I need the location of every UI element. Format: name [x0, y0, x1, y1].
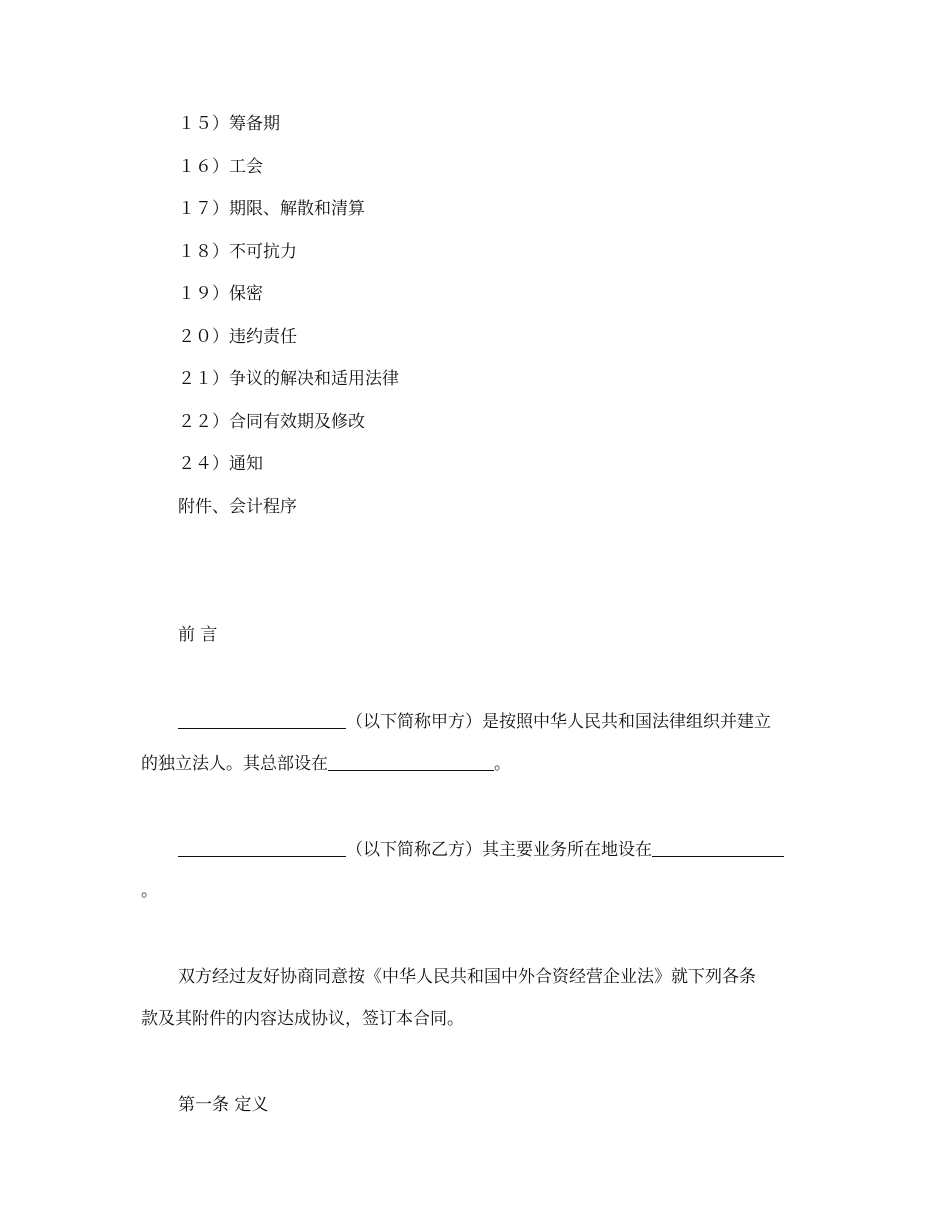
toc-item — [178, 241, 297, 263]
toc-item-label: 保密 — [229, 284, 263, 304]
party-a-line-1 — [178, 710, 771, 733]
toc-item — [178, 453, 263, 475]
toc-item-number: １８） — [178, 242, 229, 262]
toc-item-number: １７） — [178, 199, 229, 219]
party-a-hq-blank — [328, 752, 494, 771]
party-a-name-blank — [178, 710, 346, 729]
party-a-period: 。 — [494, 754, 511, 774]
toc-item-number: １５） — [178, 114, 229, 134]
toc-item-number: １６） — [178, 157, 229, 177]
toc-item — [178, 411, 365, 433]
toc-item-label: 违约责任 — [229, 327, 297, 347]
party-a-line-2 — [141, 752, 511, 775]
toc-item — [178, 156, 263, 178]
toc-item-label: 不可抗力 — [229, 242, 297, 262]
toc-item — [178, 113, 280, 135]
party-a-hq-text: 的独立法人。其总部设在 — [141, 754, 328, 774]
party-b-location-blank — [652, 838, 784, 857]
toc-appendix: 附件、会计程序 — [178, 497, 297, 517]
toc-item-label: 合同有效期及修改 — [229, 412, 365, 432]
party-b-text: （以下简称乙方）其主要业务所在地设在 — [346, 840, 652, 860]
preface-heading: 前 言 — [178, 625, 218, 645]
article-1-heading: 第一条 定义 — [178, 1095, 269, 1115]
toc-item — [178, 326, 297, 348]
toc-item-number: ２０） — [178, 327, 229, 347]
toc-item-label: 争议的解决和适用法律 — [229, 369, 399, 389]
toc-item-label: 筹备期 — [229, 114, 280, 134]
toc-item — [178, 368, 399, 390]
party-b-line-1 — [178, 838, 784, 861]
toc-item-number: ２１） — [178, 369, 229, 389]
party-b-line-2: 。 — [141, 881, 158, 901]
toc-item — [178, 283, 263, 305]
toc-item-label: 工会 — [229, 157, 263, 177]
toc-item-number: ２４） — [178, 454, 229, 474]
toc-item-number: １９） — [178, 284, 229, 304]
toc-item-label: 通知 — [229, 454, 263, 474]
toc-item-number: ２２） — [178, 412, 229, 432]
toc-item-label: 期限、解散和清算 — [229, 199, 365, 219]
agreement-line-1: 双方经过友好协商同意按《中华人民共和国中外合资经营企业法》就下列各条 — [178, 967, 756, 987]
toc-item — [178, 198, 365, 220]
agreement-line-2: 款及其附件的内容达成协议，签订本合同。 — [141, 1009, 464, 1029]
party-a-text: （以下简称甲方）是按照中华人民共和国法律组织并建立 — [346, 712, 771, 732]
party-b-name-blank — [178, 838, 346, 857]
